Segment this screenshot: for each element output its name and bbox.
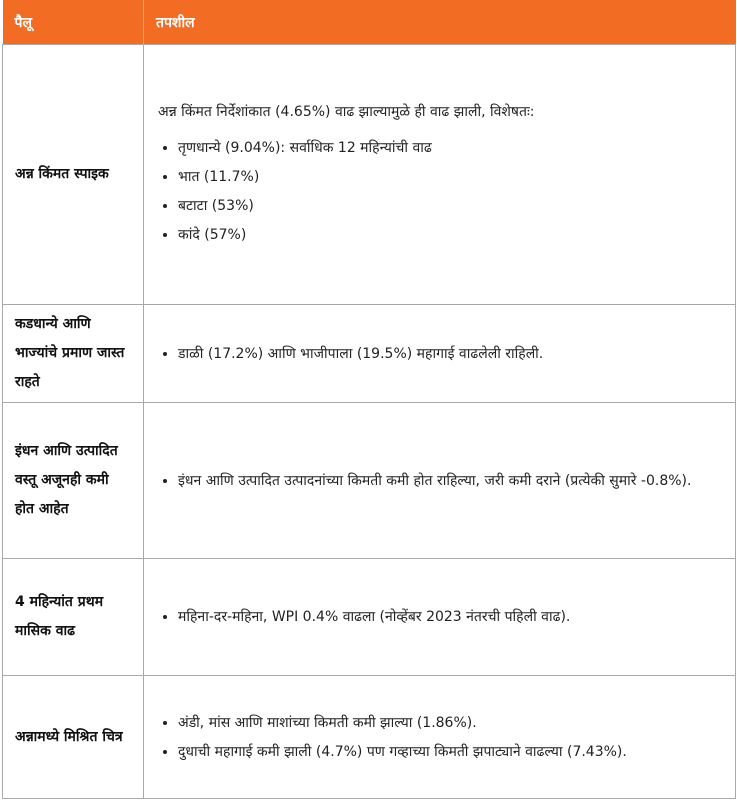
table-row	[3, 45, 736, 305]
list-item: • महिना-दर-महिना, WPI 0.4% वाढला (नोव्हेंबर 2023 नंतरची पहिली वाढ).	[178, 604, 723, 630]
list-item: • भात (11.7%)	[178, 164, 723, 190]
detail-cell	[144, 559, 736, 676]
table-row	[3, 403, 736, 559]
detail-list	[158, 710, 723, 765]
wpi-details-table	[2, 0, 736, 799]
table-row	[3, 305, 736, 403]
list-item: • बटाटा (53%)	[178, 193, 723, 219]
aspect-cell: अन्नामध्ये मिश्रित चित्र	[3, 676, 144, 799]
aspect-cell: 4 महिन्यांत प्रथम मासिक वाढ	[3, 559, 144, 676]
detail-cell	[144, 676, 736, 799]
header-row	[3, 0, 736, 45]
detail-list	[158, 135, 723, 248]
list-item: • तृणधान्ये (9.04%): सर्वाधिक 12 महिन्यांची वाढ	[178, 135, 723, 161]
detail-cell	[144, 305, 736, 403]
list-item: • डाळी (17.2%) आणि भाजीपाला (19.5%) महागाई वाढलेली राहिली.	[178, 341, 723, 367]
detail-list	[158, 604, 723, 630]
list-item: • दुधाची महागाई कमी झाली (4.7%) पण गव्हाच्या किमती झपाट्याने वाढल्या (7.43%).	[178, 739, 723, 765]
table-row	[3, 559, 736, 676]
list-item: • कांदे (57%)	[178, 222, 723, 248]
detail-cell	[144, 45, 736, 305]
header-detail: तपशील	[144, 0, 736, 45]
list-item: • अंडी, मांस आणि माशांच्या किमती कमी झाल्या (1.86%).	[178, 710, 723, 736]
detail-intro: अन्न किंमत निर्देशांकात (4.65%) वाढ झाल्यामुळे ही वाढ झाली, विशेषतः:	[158, 103, 535, 120]
aspect-cell: इंधन आणि उत्पादित वस्तू अजूनही कमी होत आहेत	[3, 403, 144, 559]
header-aspect: पैलू	[3, 0, 144, 45]
aspect-cell: अन्न किंमत स्पाइक	[3, 45, 144, 305]
list-item: • इंधन आणि उत्पादित उत्पादनांच्या किमती कमी होत राहिल्या, जरी कमी दराने (प्रत्येकी सुमारे -0.8%).	[178, 468, 723, 494]
aspect-cell: कडधान्ये आणि भाज्यांचे प्रमाण जास्त राहते	[3, 305, 144, 403]
detail-list	[158, 468, 723, 494]
detail-list	[158, 341, 723, 367]
detail-cell	[144, 403, 736, 559]
table-row	[3, 676, 736, 799]
